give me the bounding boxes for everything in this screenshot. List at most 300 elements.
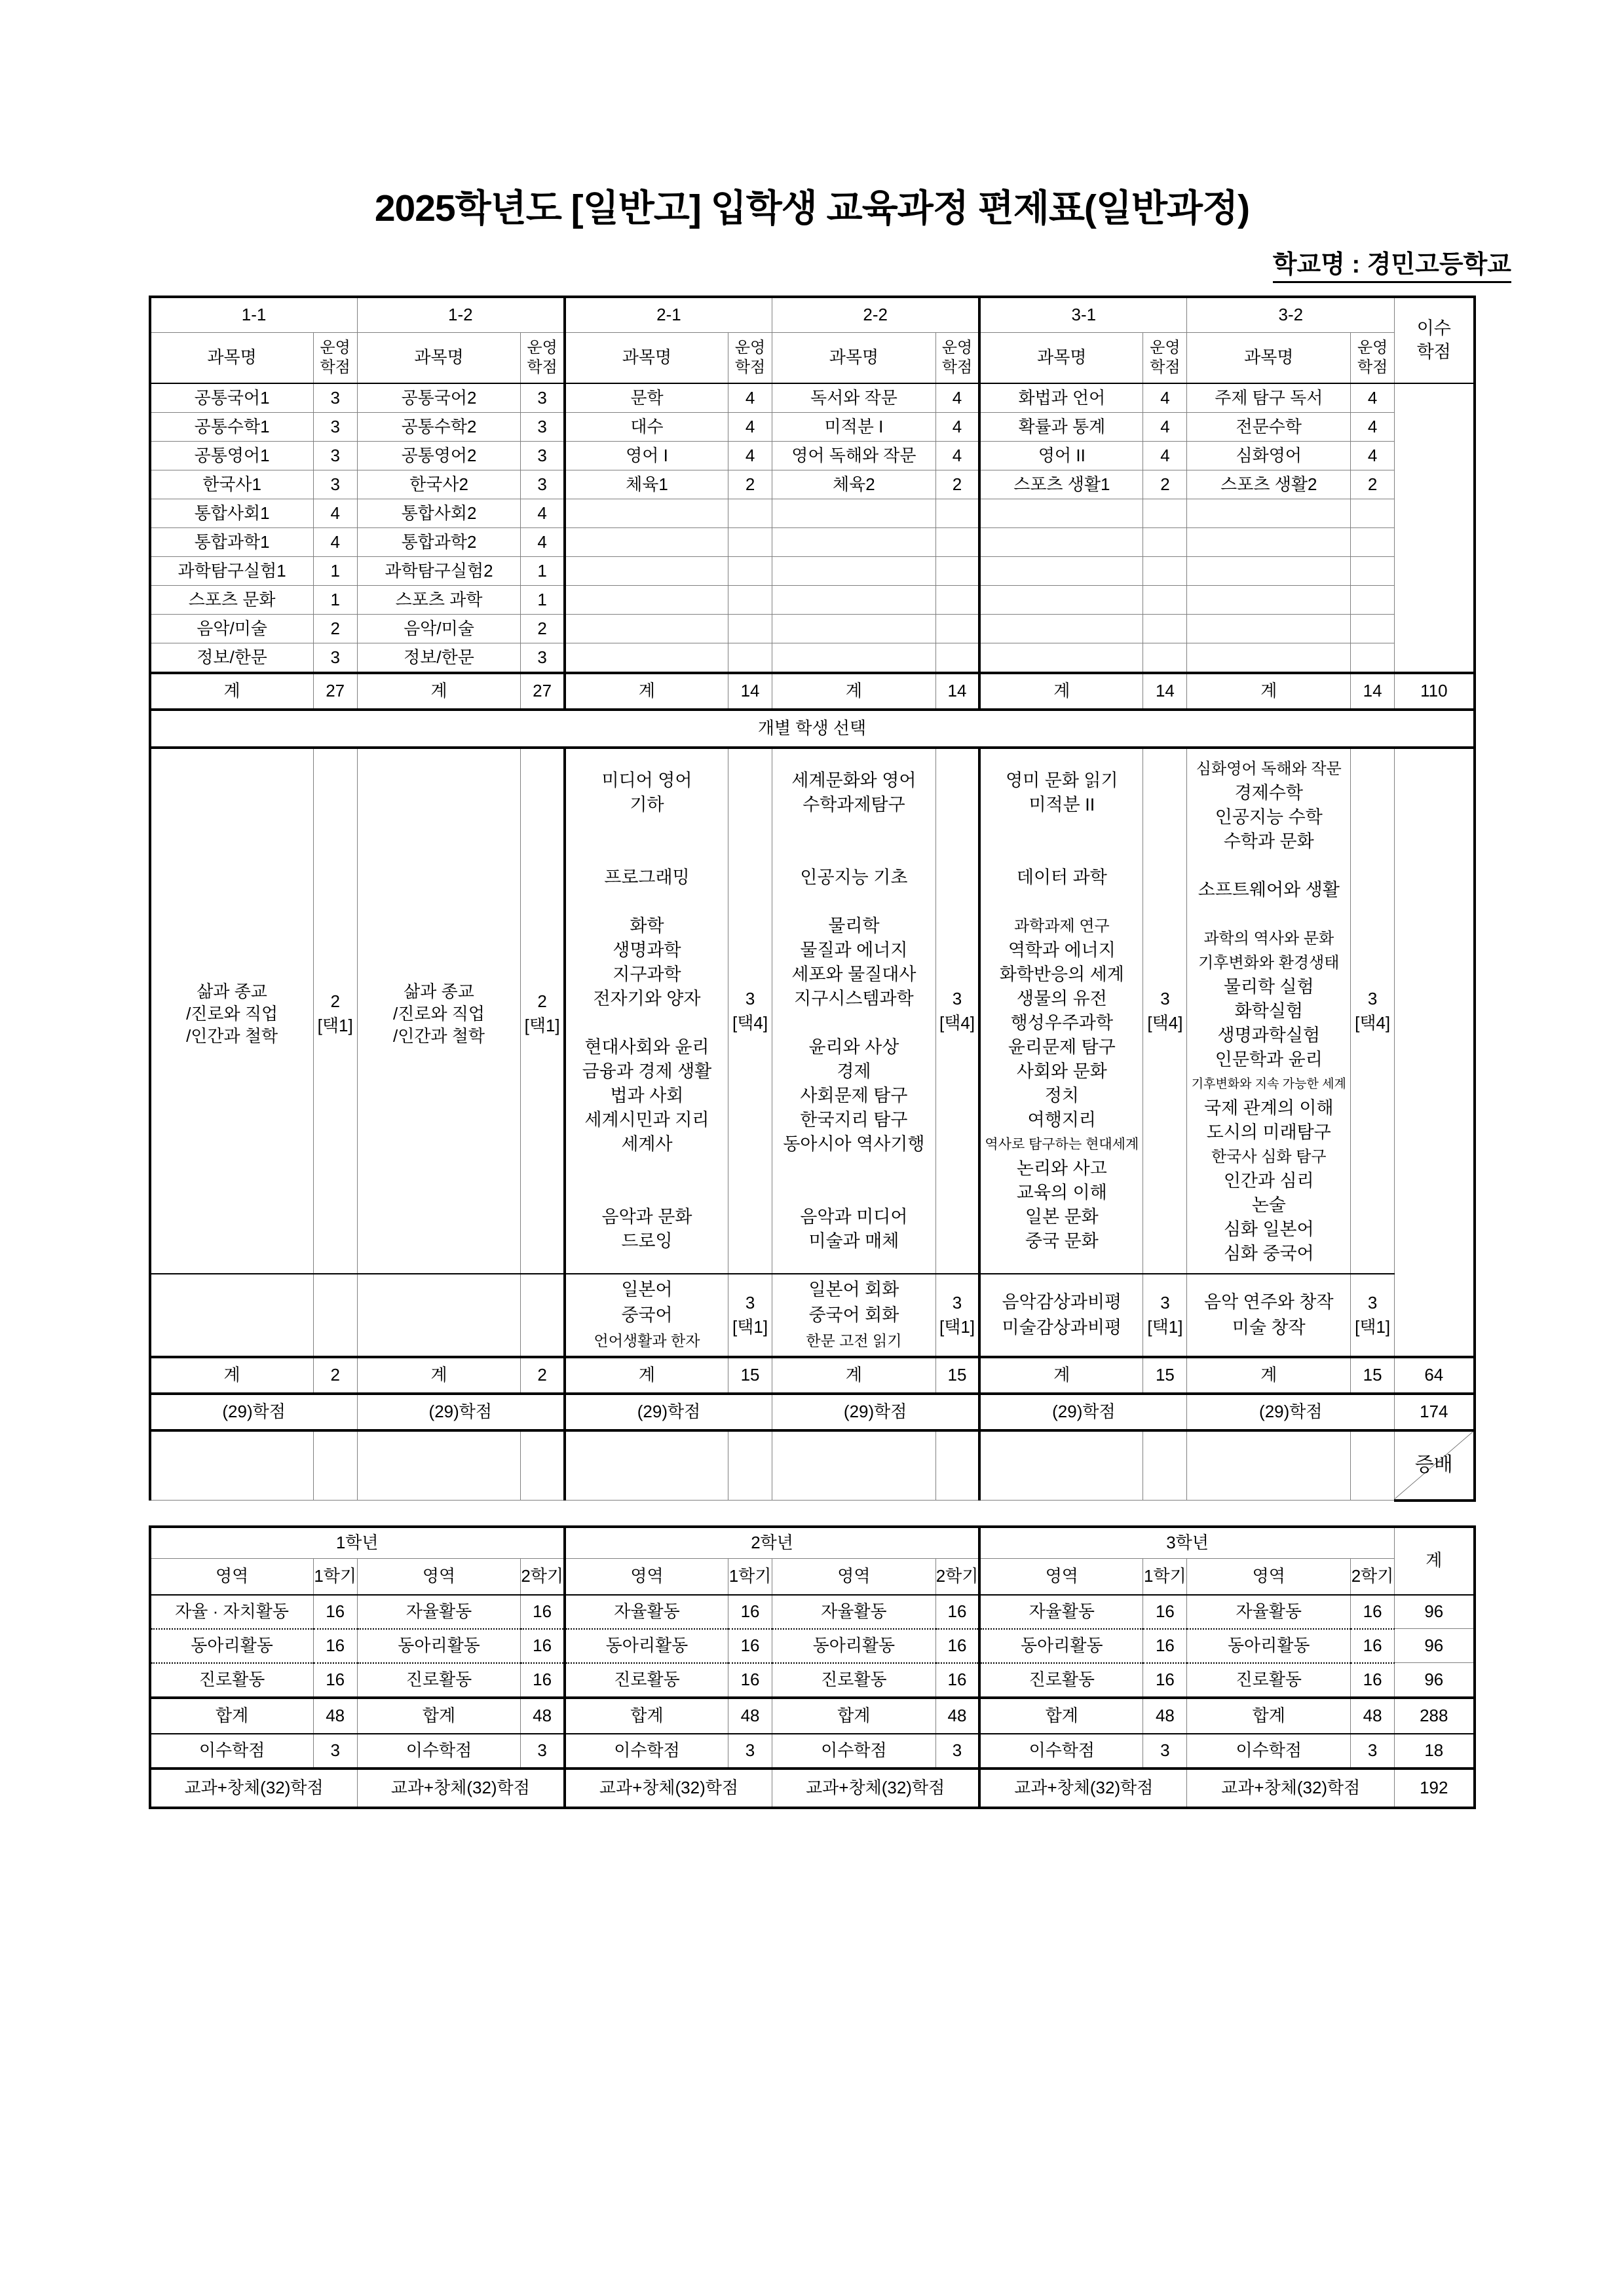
- activity-area: 자율활동: [357, 1595, 521, 1629]
- activity-final-row: [150, 1769, 1475, 1808]
- activity-area: 동아리활동: [979, 1629, 1143, 1663]
- subject-cell: 공통국어1: [150, 383, 314, 413]
- semester-credit-2-2: (29)학점: [772, 1394, 980, 1430]
- subject-cell: 통합과학1: [150, 528, 314, 557]
- elective-spacer: [566, 1181, 728, 1205]
- isu-value: 3: [728, 1734, 772, 1769]
- elective-line: 삶과 종교: [197, 982, 267, 1002]
- subject-cell: 스포츠 생활2: [1187, 470, 1351, 499]
- activity-sum-label: 합계: [357, 1698, 521, 1734]
- elective-b-item: 한문 고전 읽기: [806, 1331, 902, 1349]
- elective-item: 논술: [1251, 1195, 1286, 1215]
- credit-value: 2: [537, 991, 547, 1011]
- jeungbae-blank: [565, 1430, 728, 1501]
- elective-item: 수학과제탐구: [803, 795, 905, 814]
- subject-cell: [979, 615, 1143, 643]
- credit-cell: 4: [521, 528, 565, 557]
- elective-b-credit-3-1: [1143, 1274, 1187, 1357]
- elective-item: 역학과 에너지: [1008, 940, 1116, 960]
- subject-cell: [565, 557, 728, 586]
- credit-value: 3: [952, 989, 962, 1008]
- isu-label: 이수학점: [1187, 1734, 1351, 1769]
- elective-item: 역사로 탐구하는 현대세계: [985, 1137, 1139, 1152]
- subject-cell: [565, 499, 728, 528]
- semester-credit-row: [150, 1394, 1475, 1430]
- elective-credit-1-2: [521, 748, 565, 1274]
- subject-cell: 통합과학2: [357, 528, 521, 557]
- elective-spacer: [566, 890, 728, 914]
- subject-cell: 통합사회2: [357, 499, 521, 528]
- subject-cell: 공통수학2: [357, 413, 521, 442]
- subtotal-label: 계: [565, 673, 728, 710]
- subtotal-value: 15: [1351, 1357, 1395, 1394]
- elective-b-cell-2-2: [772, 1274, 936, 1357]
- activity-table-wrapper: [149, 1525, 1476, 1809]
- semester-header-2-2: 2-2: [772, 297, 980, 333]
- elective-spacer: [1187, 854, 1350, 878]
- subject-cell: 심화영어: [1187, 442, 1351, 470]
- col-header-credit-1-1: 운영 학점: [313, 333, 357, 384]
- creative-activity-table: [149, 1525, 1476, 1809]
- activity-hours: 16: [521, 1663, 565, 1698]
- activity-area: 진로활동: [357, 1663, 521, 1698]
- activity-hours: 16: [935, 1595, 979, 1629]
- pick-count: [택1]: [939, 1317, 975, 1337]
- subject-cell: 영어 II: [979, 442, 1143, 470]
- credit-cell: [1351, 557, 1395, 586]
- jeungbae-blank: [521, 1430, 565, 1501]
- credit-cell: 3: [313, 442, 357, 470]
- subject-cell: [772, 586, 936, 615]
- elective-list-3-1: [981, 769, 1142, 1253]
- credit-value: 3: [952, 1293, 962, 1312]
- col-header-semester: 2학기: [521, 1558, 565, 1595]
- credit-cell: 2: [728, 470, 772, 499]
- subject-cell: 공통수학1: [150, 413, 314, 442]
- subject-cell: 체육1: [565, 470, 728, 499]
- semester-credit-1-2: (29)학점: [357, 1394, 565, 1430]
- jeungbae-blank: [935, 1430, 979, 1501]
- col-header-semester: 2학기: [1351, 1558, 1395, 1595]
- elective-item: 행성우주과학: [1010, 1013, 1114, 1033]
- elective-item: 데이터 과학: [1016, 868, 1107, 887]
- elective-item: 물질과 에너지: [800, 940, 908, 960]
- column-header-row: [150, 333, 1475, 384]
- isu-label: 이수학점: [357, 1734, 521, 1769]
- elective-spacer: [566, 841, 728, 866]
- activity-hours: 16: [313, 1595, 357, 1629]
- activity-area: 동아리활동: [357, 1629, 521, 1663]
- subtotal-label: 계: [357, 673, 521, 710]
- main-curriculum-table-wrapper: [149, 296, 1476, 1502]
- credit-cell: 3: [521, 442, 565, 470]
- subtotal-value: 27: [313, 673, 357, 710]
- credit-cell: [935, 643, 979, 674]
- subject-cell: [772, 643, 936, 674]
- credit-cell: [728, 499, 772, 528]
- main-curriculum-table: [149, 296, 1476, 1502]
- subject-cell: 문학: [565, 383, 728, 413]
- elective-item: 미술과 매체: [808, 1231, 899, 1251]
- col-header-credit-3-2: 운영 학점: [1351, 333, 1395, 384]
- elective-item: 지구과학: [613, 965, 681, 984]
- elective-b-item: 미술 창작: [1232, 1318, 1306, 1337]
- elective-item: 경제: [837, 1062, 871, 1081]
- credit-cell: 3: [313, 383, 357, 413]
- elective-item: 지구시스템과학: [794, 989, 914, 1008]
- elective-block-a-row: [150, 748, 1475, 1274]
- credit-cell: 4: [728, 442, 772, 470]
- elective-item: 인공지능 수학: [1215, 807, 1323, 827]
- elective-item: 정치: [1044, 1086, 1079, 1105]
- elective-spacer: [772, 1181, 935, 1205]
- common-subtotal-row: [150, 673, 1475, 710]
- credit-cell: [728, 615, 772, 643]
- subject-cell: 미적분 I: [772, 413, 936, 442]
- col-header-area: 영역: [772, 1558, 936, 1595]
- elective-spacer: [566, 1157, 728, 1181]
- subject-cell: [565, 586, 728, 615]
- subtotal-label: 계: [772, 1357, 936, 1394]
- isu-total: 18: [1395, 1734, 1475, 1769]
- subject-cell: 대수: [565, 413, 728, 442]
- elective-item: 도시의 미래탐구: [1206, 1122, 1331, 1142]
- subject-cell: 주제 탐구 독서: [1187, 383, 1351, 413]
- subtotal-value: 15: [1143, 1357, 1187, 1394]
- elective-b-item: 일본어 회화: [808, 1279, 899, 1299]
- activity-area: 진로활동: [979, 1663, 1143, 1698]
- elective-spacer: [772, 1157, 935, 1181]
- elective-b-cell-3-1: [979, 1274, 1143, 1357]
- elective-item: 심화 중국어: [1223, 1243, 1314, 1263]
- activity-hours: 16: [1143, 1663, 1187, 1698]
- elective-b-credit-1-2: [521, 1274, 565, 1357]
- subject-cell: [1187, 557, 1351, 586]
- table-row: [150, 499, 1475, 528]
- elective-item: 사회문제 탐구: [800, 1086, 908, 1105]
- activity-row-total: 96: [1395, 1595, 1475, 1629]
- subtotal-label: 계: [979, 1357, 1143, 1394]
- credit-cell: 3: [313, 470, 357, 499]
- subtotal-value: 14: [728, 673, 772, 710]
- elective-credit-2-2: [935, 748, 979, 1274]
- subject-cell: 한국사1: [150, 470, 314, 499]
- elective-item: 생명과학실험: [1217, 1025, 1321, 1045]
- isu-value: 3: [521, 1734, 565, 1769]
- credit-cell: [1143, 586, 1187, 615]
- jeungbae-cell: [1395, 1430, 1475, 1501]
- credit-cell: [935, 615, 979, 643]
- final-label: 교과+창체(32)학점: [1187, 1769, 1395, 1808]
- activity-row-total: 96: [1395, 1629, 1475, 1663]
- subject-cell: [1187, 528, 1351, 557]
- activity-area: 자율활동: [1187, 1595, 1351, 1629]
- elective-b-cell-1-2: [357, 1274, 521, 1357]
- credit-cell: [1351, 586, 1395, 615]
- col-header-area: 영역: [150, 1558, 314, 1595]
- elective-item: 생물의 유전: [1016, 989, 1107, 1008]
- elective-item: 논리와 사고: [1016, 1158, 1107, 1178]
- elective-spacer: [772, 1011, 935, 1035]
- col-header-area: 영역: [1187, 1558, 1351, 1595]
- elective-spacer: [772, 817, 935, 841]
- col-header-subject-1-2: 과목명: [357, 333, 521, 384]
- page-title: 2025학년도 [일반고] 입학생 교육과정 편제표(일반과정): [374, 187, 1250, 229]
- activity-area: 진로활동: [565, 1663, 728, 1698]
- jeungbae-row: [150, 1430, 1475, 1501]
- table-row: [150, 586, 1475, 615]
- elective-cell-3-1: [979, 748, 1143, 1274]
- activity-hours: 16: [1143, 1595, 1187, 1629]
- elective-item: 기하: [630, 795, 664, 814]
- credit-value: 3: [1160, 989, 1170, 1008]
- credit-cell: 4: [1351, 413, 1395, 442]
- elective-spacer: [981, 817, 1142, 841]
- elective-credit-3-2: [1351, 748, 1395, 1274]
- subtotal-label: 계: [1187, 1357, 1351, 1394]
- pick-count: [택4]: [1147, 1013, 1183, 1033]
- credit-value: 2: [330, 991, 340, 1011]
- elective-spacer: [772, 841, 935, 866]
- subject-cell: 공통영어1: [150, 442, 314, 470]
- semester-header-2-1: 2-1: [565, 297, 772, 333]
- credit-cell: [1143, 528, 1187, 557]
- activity-sum-label: 합계: [979, 1698, 1143, 1734]
- credit-cell: 4: [313, 528, 357, 557]
- pick-count: [택1]: [1355, 1317, 1391, 1337]
- table-row: [150, 643, 1475, 674]
- elective-item: 국제 관계의 이해: [1203, 1098, 1334, 1118]
- isu-value: 3: [313, 1734, 357, 1769]
- semester-header-row: [150, 297, 1475, 333]
- credit-cell: 1: [521, 586, 565, 615]
- subtotal-value: 15: [728, 1357, 772, 1394]
- activity-total-header: 계: [1395, 1527, 1475, 1595]
- credit-cell: [935, 499, 979, 528]
- elective-item: 화학실험: [1234, 1001, 1303, 1021]
- semester-credit-3-2: (29)학점: [1187, 1394, 1395, 1430]
- elective-b-item: 중국어: [621, 1305, 673, 1325]
- activity-hours: 16: [313, 1663, 357, 1698]
- activity-hours: 16: [1351, 1663, 1395, 1698]
- subject-cell: 스포츠 생활1: [979, 470, 1143, 499]
- jeungbae-blank: [1143, 1430, 1187, 1501]
- subject-cell: 체육2: [772, 470, 936, 499]
- elective-line: 삶과 종교: [404, 982, 474, 1002]
- semester-credit-1-1: (29)학점: [150, 1394, 358, 1430]
- elective-item: 사회와 문화: [1016, 1062, 1107, 1081]
- jeungbae-blank: [728, 1430, 772, 1501]
- elective-item: 영미 문화 읽기: [1006, 771, 1118, 790]
- elective-list-2-2: [772, 769, 935, 1253]
- elective-item: 생명과학: [613, 940, 681, 960]
- activity-row-jayul: [150, 1595, 1475, 1629]
- activity-sum-value: 48: [313, 1698, 357, 1734]
- activity-hours: 16: [728, 1629, 772, 1663]
- credit-cell: [1351, 643, 1395, 674]
- subject-cell: [979, 528, 1143, 557]
- activity-row-jinro: [150, 1663, 1475, 1698]
- pick-count: [택1]: [1147, 1317, 1183, 1337]
- col-header-area: 영역: [357, 1558, 521, 1595]
- activity-sum-label: 합계: [772, 1698, 936, 1734]
- activity-hours: 16: [935, 1629, 979, 1663]
- elective-line: /진로와 직업: [393, 1004, 485, 1024]
- subtotal-value: 14: [1351, 673, 1395, 710]
- subject-cell: [565, 615, 728, 643]
- activity-hours: 16: [521, 1595, 565, 1629]
- isu-value: 3: [935, 1734, 979, 1769]
- col-header-credit-3-1: 운영 학점: [1143, 333, 1187, 384]
- subject-cell: 한국사2: [357, 470, 521, 499]
- elective-item: 프로그래밍: [604, 868, 690, 887]
- credit-cell: 2: [313, 615, 357, 643]
- elective-item: 세계사: [621, 1134, 673, 1154]
- elective-item: 일본 문화: [1025, 1207, 1099, 1227]
- elective-item: 미디어 영어: [601, 771, 692, 790]
- credit-value: 3: [745, 989, 755, 1008]
- subject-cell: [1187, 499, 1351, 528]
- elective-b-item: 일본어: [621, 1279, 673, 1299]
- grade-header-1: 1학년: [150, 1527, 565, 1559]
- subtotal-value: 2: [313, 1357, 357, 1394]
- elective-list-3-2: [1187, 757, 1350, 1266]
- elective-total-blank: [1395, 748, 1475, 1357]
- subtotal-value: 14: [935, 673, 979, 710]
- subject-cell: 전문수학: [1187, 413, 1351, 442]
- elective-item: 기후변화와 환경생태: [1198, 953, 1340, 972]
- elective-item: 한국사 심화 탐구: [1211, 1147, 1327, 1166]
- elective-item: 법과 사회: [610, 1086, 684, 1105]
- grade-header-2: 2학년: [565, 1527, 979, 1559]
- elective-item: 동아시아 역사기행: [783, 1134, 925, 1154]
- activity-hours: 16: [728, 1595, 772, 1629]
- subject-cell: 공통국어2: [357, 383, 521, 413]
- elective-b-credit-2-1: [728, 1274, 772, 1357]
- col-header-semester: 1학기: [313, 1558, 357, 1595]
- activity-grade-header-row: [150, 1527, 1475, 1559]
- col-header-subject-2-2: 과목명: [772, 333, 936, 384]
- elective-item: 과학과제 연구: [1013, 917, 1110, 935]
- credit-cell: 4: [1351, 383, 1395, 413]
- subject-cell: [979, 557, 1143, 586]
- pick-count: [택1]: [524, 1016, 560, 1035]
- subtotal-value: 2: [521, 1357, 565, 1394]
- col-header-credit-2-1: 운영 학점: [728, 333, 772, 384]
- activity-hours: 16: [313, 1629, 357, 1663]
- activity-sum-value: 48: [521, 1698, 565, 1734]
- credit-cell: 4: [313, 499, 357, 528]
- credit-cell: 2: [1351, 470, 1395, 499]
- activity-hours: 16: [1351, 1629, 1395, 1663]
- subject-cell: [979, 499, 1143, 528]
- subject-cell: 정보/한문: [357, 643, 521, 674]
- isu-label: 이수학점: [979, 1734, 1143, 1769]
- subtotal-value: 27: [521, 673, 565, 710]
- semester-credit-2-1: (29)학점: [565, 1394, 772, 1430]
- jeungbae-blank: [1351, 1430, 1395, 1501]
- credit-cell: 4: [1143, 383, 1187, 413]
- credit-cell: 2: [935, 470, 979, 499]
- elective-item: 교육의 이해: [1016, 1183, 1107, 1202]
- elective-item: 금융과 경제 생활: [582, 1062, 712, 1081]
- subject-cell: [772, 499, 936, 528]
- elective-item: 물리학 실험: [1223, 976, 1314, 997]
- jeungbae-blank: [1187, 1430, 1351, 1501]
- activity-sum-label: 합계: [565, 1698, 728, 1734]
- elective-b-item: 중국어 회화: [808, 1305, 899, 1325]
- elective-item: 심화영어 독해와 작문: [1196, 759, 1342, 778]
- subtotal-label: 계: [772, 673, 936, 710]
- subject-cell: [772, 557, 936, 586]
- col-header-subject-1-1: 과목명: [150, 333, 314, 384]
- elective-item: 현대사회와 윤리: [584, 1037, 709, 1057]
- isu-value: 3: [1351, 1734, 1395, 1769]
- elective-divider-label: 개별 학생 선택: [150, 710, 1475, 748]
- total-credit-blank: [1395, 383, 1475, 673]
- subtotal-value: 14: [1143, 673, 1187, 710]
- subject-cell: [1187, 615, 1351, 643]
- col-header-credit-2-2: 운영 학점: [935, 333, 979, 384]
- elective-credit-2-1: [728, 748, 772, 1274]
- subject-cell: 영어 I: [565, 442, 728, 470]
- activity-sum-value: 48: [1351, 1698, 1395, 1734]
- elective-b-item: 음악감상과비평: [1002, 1292, 1122, 1312]
- elective-item: 인문학과 윤리: [1215, 1049, 1323, 1069]
- final-label: 교과+창체(32)학점: [772, 1769, 980, 1808]
- elective-item: 인공지능 기초: [800, 868, 908, 887]
- activity-hours: 16: [1143, 1629, 1187, 1663]
- activity-row-dongari: [150, 1629, 1475, 1663]
- elective-item: 음악과 미디어: [800, 1207, 908, 1227]
- subject-cell: [772, 528, 936, 557]
- credit-cell: 4: [935, 413, 979, 442]
- elective-b-cell-1-1: [150, 1274, 314, 1357]
- elective-item: 화학반응의 세계: [999, 965, 1124, 984]
- credit-cell: 4: [521, 499, 565, 528]
- activity-area: 동아리활동: [772, 1629, 936, 1663]
- isu-label: 이수학점: [772, 1734, 936, 1769]
- elective-b-cell-2-1: [565, 1274, 728, 1357]
- credit-cell: [728, 643, 772, 674]
- elective-b-item: 미술감상과비평: [1002, 1318, 1122, 1337]
- subject-cell: 스포츠 문화: [150, 586, 314, 615]
- credit-value: 3: [745, 1293, 755, 1312]
- table-row: [150, 413, 1475, 442]
- elective-item: 중국 문화: [1025, 1231, 1099, 1251]
- subtotal-label: 계: [150, 673, 314, 710]
- elective-list-2-1: [566, 769, 728, 1253]
- elective-item: 과학의 역사와 문화: [1203, 929, 1334, 947]
- semester-credit-3-1: (29)학점: [979, 1394, 1187, 1430]
- subtotal-label: 계: [979, 673, 1143, 710]
- col-header-credit-1-2: 운영 학점: [521, 333, 565, 384]
- credit-cell: 3: [521, 413, 565, 442]
- credit-cell: 3: [521, 383, 565, 413]
- elective-item: 여행지리: [1027, 1110, 1096, 1130]
- subject-cell: 독서와 작문: [772, 383, 936, 413]
- subject-cell: [979, 586, 1143, 615]
- elective-cell-3-2: [1187, 748, 1351, 1274]
- credit-cell: 4: [728, 413, 772, 442]
- pick-count: [택1]: [732, 1317, 768, 1337]
- credit-cell: [728, 528, 772, 557]
- elective-item: 기후변화와 지속 가능한 세계: [1191, 1077, 1346, 1091]
- credit-cell: [728, 557, 772, 586]
- elective-spacer: [981, 890, 1142, 914]
- credit-cell: 3: [521, 643, 565, 674]
- activity-sum-label: 합계: [1187, 1698, 1351, 1734]
